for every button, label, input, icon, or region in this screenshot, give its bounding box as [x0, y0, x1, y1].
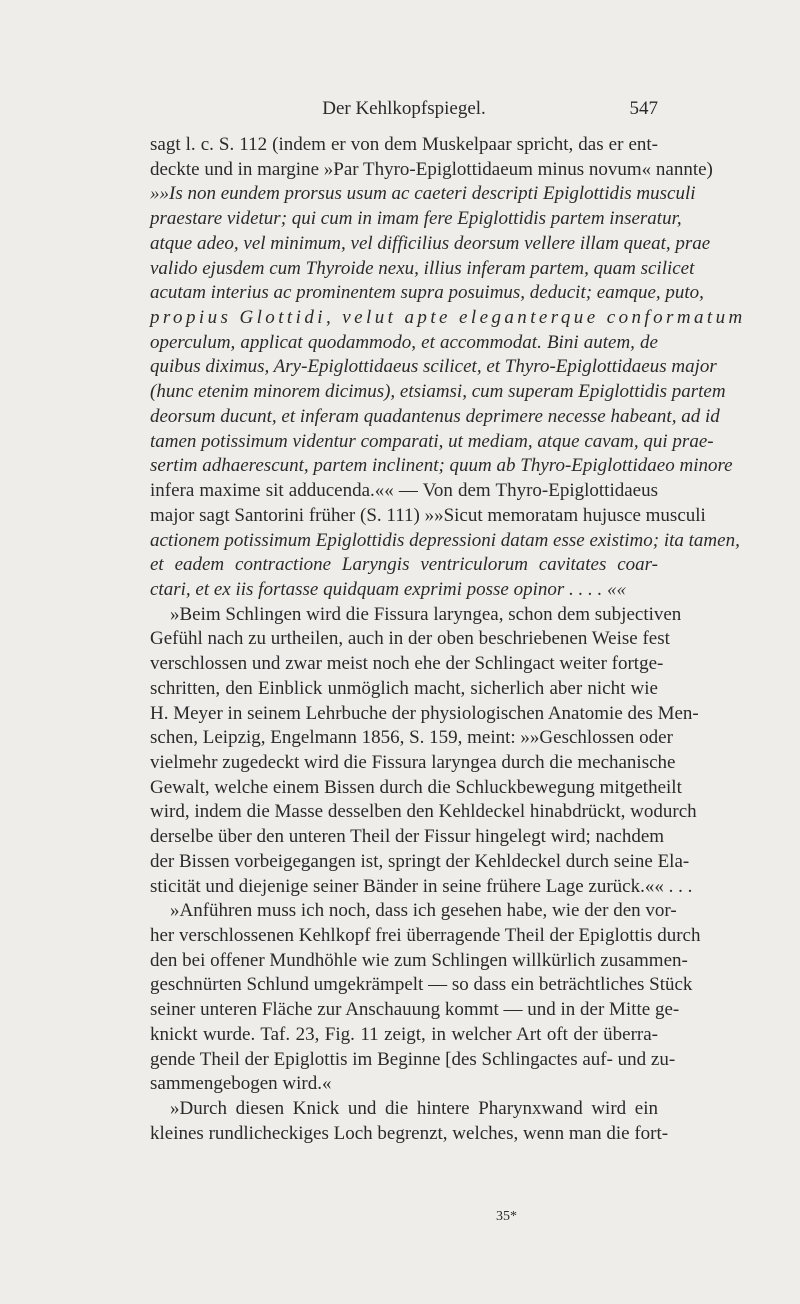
text-line: vielmehr zugedeckt wird die Fissura laryngea durch die mechanische: [150, 751, 676, 773]
text-line: (hunc etenim minorem dicimus), etsiamsi, cum superam Epiglottidis partem: [150, 381, 726, 403]
text-line: infera maxime sit adducenda.«« — Von dem Thyro-Epiglottidaeus: [150, 480, 658, 502]
text-line: Gewalt, welche einem Bissen durch die Schluckbewegung mitgetheilt: [150, 776, 682, 798]
text-line: gende Theil der Epiglottis im Beginne [des Schlingactes auf- und zu-: [150, 1048, 676, 1070]
text-line: her verschlossenen Kehlkopf frei überragende Theil der Epiglottis durch: [150, 925, 701, 946]
text-line: atque adeo, vel minimum, vel difficilius deorsum vellere illam queat, prae: [150, 232, 711, 254]
page-number: 547: [629, 98, 658, 119]
text-line: deckte und in margine »Par Thyro-Epiglottidaeum minus novum« nannte): [150, 158, 713, 180]
text-line: major sagt Santorini früher (S. 111) »»Sicut memoratam hujusce musculi: [150, 504, 706, 526]
text-line: actionem potissimum Epiglottidis depressioni datam esse existimo; ita tamen,: [150, 529, 740, 551]
text-line: wird, indem die Masse desselben den Kehldeckel hinabdrückt, wodurch: [150, 801, 697, 823]
text-line: propius Glottidi, velut apte eleganterque conformatum: [150, 307, 746, 329]
text-line: »Anführen muss ich noch, dass ich gesehen habe, wie der den vor-: [170, 900, 677, 922]
text-line: schen, Leipzig, Engelmann 1856, S. 159, meint: »»Geschlossen oder: [150, 727, 673, 749]
text-line: seiner unteren Fläche zur Anschauung kommt — und in der Mitte ge-: [150, 999, 680, 1021]
text-line: schritten, den Einblick unmöglich macht, sicherlich aber nicht wie: [150, 677, 658, 699]
text-line: sticität und diejenige seiner Bänder in seine frühere Lage zurück.«« . . .: [150, 875, 693, 897]
text-line: sammengebogen wird.«: [150, 1073, 332, 1095]
body-text: [150, 133, 746, 1146]
text-line: knickt wurde. Taf. 23, Fig. 11 zeigt, in welcher Art oft der überra-: [150, 1023, 658, 1045]
text-line: quibus diximus, Ary-Epiglottidaeus scilicet, et Thyro-Epiglottidaeus major: [150, 356, 717, 378]
header-title: Der Kehlkopfspiegel.: [322, 98, 486, 119]
text-line: praestare videtur; qui cum in imam fere Epiglottidis partem inseratur,: [150, 208, 682, 230]
text-line: ctari, et ex iis fortasse quidquam exprimi posse opinor . . . . ««: [150, 578, 627, 600]
text-line: sertim adhaerescunt, partem inclinent; quum ab Thyro-Epiglottidaeo minore: [150, 455, 733, 477]
text-line: et eadem contractione Laryngis ventriculorum cavitates coar-: [150, 554, 658, 576]
text-line: valido ejusdem cum Thyroide nexu, illius inferam partem, quam scilicet: [150, 257, 695, 279]
text-line: kleines rundlicheckiges Loch begrenzt, welches, wenn man die fort-: [150, 1122, 669, 1144]
text-line: den bei offener Mundhöhle wie zum Schlingen willkürlich zusammen-: [150, 949, 688, 971]
text-line: geschnürten Schlund umgekrämpelt — so dass ein beträchtliches Stück: [150, 974, 693, 996]
text-line: verschlossen und zwar meist noch ehe der Schlingact weiter fortge-: [150, 653, 664, 675]
text-line: tamen potissimum videntur comparati, ut mediam, atque cavam, qui prae-: [150, 430, 714, 452]
text-line: operculum, applicat quodammodo, et accommodat. Bini autem, de: [150, 331, 658, 353]
text-line: Gefühl nach zu urtheilen, auch in der oben beschriebenen Weise fest: [150, 628, 670, 650]
running-header: [150, 98, 658, 124]
text-line: der Bissen vorbeigegangen ist, springt der Kehldeckel durch seine Ela-: [150, 850, 690, 872]
text-line: »Beim Schlingen wird die Fissura laryngea, schon dem subjectiven: [170, 603, 682, 625]
signature-mark: 35*: [496, 1209, 517, 1224]
text-line: derselbe über den unteren Theil der Fissur hingelegt wird; nachdem: [150, 826, 665, 848]
text-line: acutam interius ac prominentem supra posuimus, deducit; eamque, puto,: [150, 282, 704, 304]
text-line: sagt l. c. S. 112 (indem er von dem Muskelpaar spricht, das er ent-: [150, 134, 658, 155]
text-line: »Durch diesen Knick und die hintere Pharynxwand wird ein: [170, 1098, 658, 1120]
text-line: »»Is non eundem prorsus usum ac caeteri descripti Epiglottidis musculi: [150, 183, 696, 205]
text-line: H. Meyer in seinem Lehrbuche der physiologischen Anatomie des Men-: [150, 702, 699, 724]
text-line: deorsum ducunt, et inferam quadantenus deprimere necesse habeant, ad id: [150, 405, 720, 427]
